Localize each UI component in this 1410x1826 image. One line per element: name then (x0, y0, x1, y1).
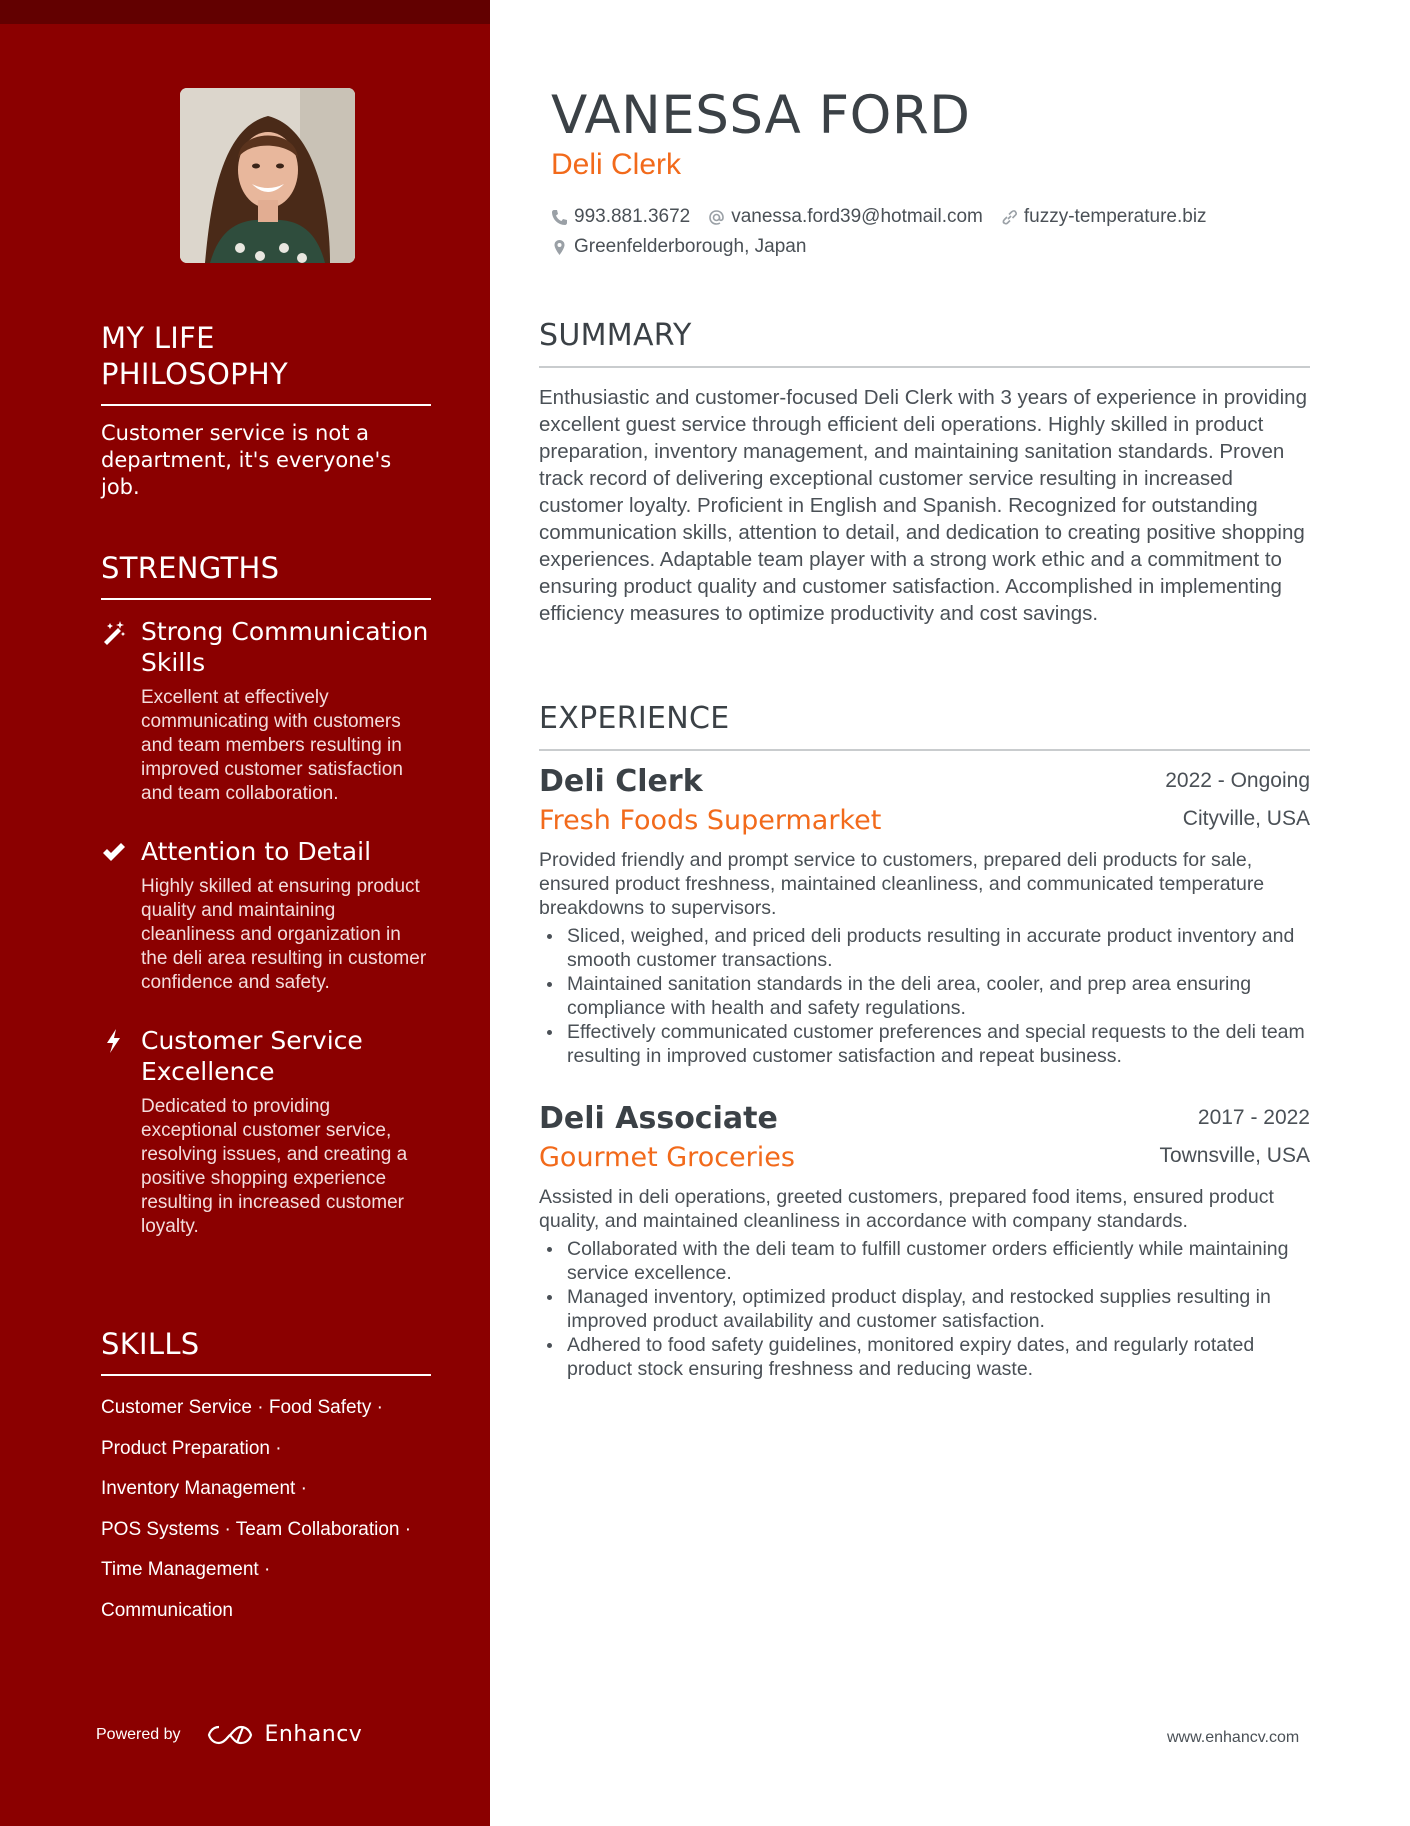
summary-heading: SUMMARY (539, 318, 692, 353)
skill-row: Time Management · (101, 1559, 271, 1580)
job-title: Deli Associate (539, 1101, 778, 1136)
job-bullet: Adhered to food safety guidelines, monitored expiry dates, and regularly rotated product stock ensuring freshness and reducing waste. (539, 1333, 1310, 1381)
summary-text: Enthusiastic and customer-focused Deli Clerk with 3 years of experience in providing excellent guest service through efficient deli operations. Highly skilled in product preparation, inventory management, and maintaining sanitation standards. Proven track record of delivering exceptional customer service resulting in increased customer loyalty. Proficient in English and Spanish. Recognized for outstanding communication skills, attention to detail, and dedication to creating positive shopping experiences. Adaptable team player with a strong work ethic and a commitment to ensuring product quality and customer satisfaction. Accomplished in implementing efficiency measures to optimize productivity and cost savings. (539, 386, 1307, 625)
strength-title: Customer Service Excellence (141, 1026, 363, 1086)
strength-title: Strong Communication Skills (141, 617, 429, 677)
enhancv-brand: Enhancv (264, 1722, 363, 1747)
phone-number: 993.881.3672 (574, 206, 691, 227)
powered-by-label: Powered by (96, 1725, 181, 1743)
candidate-name: VANESSA FORD (551, 85, 971, 146)
strength-description: Dedicated to providing exceptional customer service, resolving issues, and creating a positive shopping experience resulting in increased customer loyalty. (141, 1096, 408, 1237)
skills-list (101, 1388, 431, 1631)
job-bullets (539, 924, 1310, 1068)
job-company: Fresh Foods Supermarket (539, 805, 882, 836)
summary-divider (539, 366, 1310, 368)
skill-row: Customer Service · Food Safety · (101, 1397, 383, 1418)
strengths-section (101, 550, 431, 1239)
job-description: Assisted in deli operations, greeted customers, prepared food items, ensured product quality, and maintained cleanliness in accordance with company standards. (539, 1186, 1274, 1232)
footer-website-link[interactable]: www.enhancv.com (1167, 1729, 1300, 1746)
skill-row: Inventory Management · (101, 1478, 307, 1499)
profile-photo-image (180, 88, 355, 263)
philosophy-heading-line2: PHILOSOPHY (101, 357, 289, 391)
philosophy-section (101, 320, 431, 501)
lightning-icon (101, 1028, 127, 1054)
job-dates: 2022 - Ongoing (1165, 769, 1310, 792)
enhancv-logo-icon (207, 1723, 253, 1747)
skills-heading: SKILLS (101, 1326, 431, 1376)
contact-line (551, 232, 1311, 262)
job-entry (539, 1101, 1310, 1381)
sidebar (0, 0, 490, 1826)
job-entry (539, 764, 1310, 1068)
checkmark-icon (101, 839, 127, 865)
job-description: Provided friendly and prompt service to customers, prepared deli products for sale, ensured product freshness, maintained cleanliness, and communicated temperature breakdowns to supervisors. (539, 849, 1265, 919)
location-pin-icon (551, 239, 568, 256)
skill-row: POS Systems · Team Collaboration · (101, 1518, 412, 1540)
strength-item (101, 836, 431, 995)
sidebar-top-band (0, 0, 490, 24)
main-content (539, 0, 1310, 1826)
skill-row: Communication (101, 1599, 233, 1621)
at-sign-icon (708, 209, 725, 226)
philosophy-heading-line1: MY LIFE (101, 321, 215, 355)
experience-heading: EXPERIENCE (539, 701, 730, 736)
skill-row: Product Preparation · (101, 1437, 282, 1459)
strength-item (101, 1025, 431, 1239)
job-bullet: Managed inventory, optimized product display, and restocked supplies resulting in improved product availability and customer satisfaction. (539, 1285, 1310, 1333)
strength-title: Attention to Detail (141, 837, 372, 866)
job-bullets (539, 1237, 1310, 1381)
powered-by[interactable] (96, 1722, 362, 1747)
website-url: fuzzy-temperature.biz (1023, 206, 1207, 227)
job-location: Cityville, USA (1182, 807, 1310, 830)
location-text: Greenfelderborough, Japan (574, 236, 807, 257)
link-icon (1001, 209, 1018, 226)
email-address: vanessa.ford39@hotmail.com (731, 206, 983, 227)
contact-line (551, 202, 1311, 232)
philosophy-heading (101, 320, 431, 406)
job-bullet: Sliced, weighed, and priced deli products resulting in accurate product inventory and smooth customer transactions. (539, 924, 1310, 972)
skills-section (101, 1326, 431, 1631)
job-bullet: Effectively communicated customer preferences and special requests to the deli team resulting in improved customer satisfaction and repeat business. (539, 1020, 1310, 1068)
strengths-heading: STRENGTHS (101, 550, 431, 600)
job-company: Gourmet Groceries (539, 1142, 795, 1173)
job-bullet: Collaborated with the deli team to fulfill customer orders efficiently while maintaining service excellence. (539, 1237, 1310, 1285)
job-bullet: Maintained sanitation standards in the deli area, cooler, and prep area ensuring compliance with health and safety regulations. (539, 972, 1310, 1020)
philosophy-quote: Customer service is not a department, it's everyone's job. (101, 421, 392, 499)
strength-description: Excellent at effectively communicating with customers and team members resulting in improved customer satisfaction and team collaboration. (141, 687, 403, 804)
location-contact (551, 236, 806, 258)
job-header (539, 1101, 1310, 1141)
strength-description: Highly skilled at ensuring product quality and maintaining cleanliness and organization in the deli area resulting in customer confidence and safety. (141, 876, 427, 993)
candidate-role: Deli Clerk (551, 148, 682, 181)
job-title: Deli Clerk (539, 764, 703, 799)
email-contact[interactable] (708, 206, 983, 228)
job-company-row (539, 804, 1310, 848)
website-contact[interactable] (1001, 206, 1207, 228)
profile-photo (180, 88, 355, 263)
phone-icon (551, 209, 568, 226)
job-location: Townsville, USA (1159, 1144, 1310, 1167)
contact-info (551, 202, 1311, 262)
experience-divider (539, 749, 1310, 751)
job-dates: 2017 - 2022 (1197, 1106, 1310, 1129)
job-company-row (539, 1141, 1310, 1185)
magic-wand-icon (101, 619, 127, 645)
strength-item (101, 616, 431, 806)
phone-contact[interactable] (551, 206, 690, 228)
job-header (539, 764, 1310, 804)
